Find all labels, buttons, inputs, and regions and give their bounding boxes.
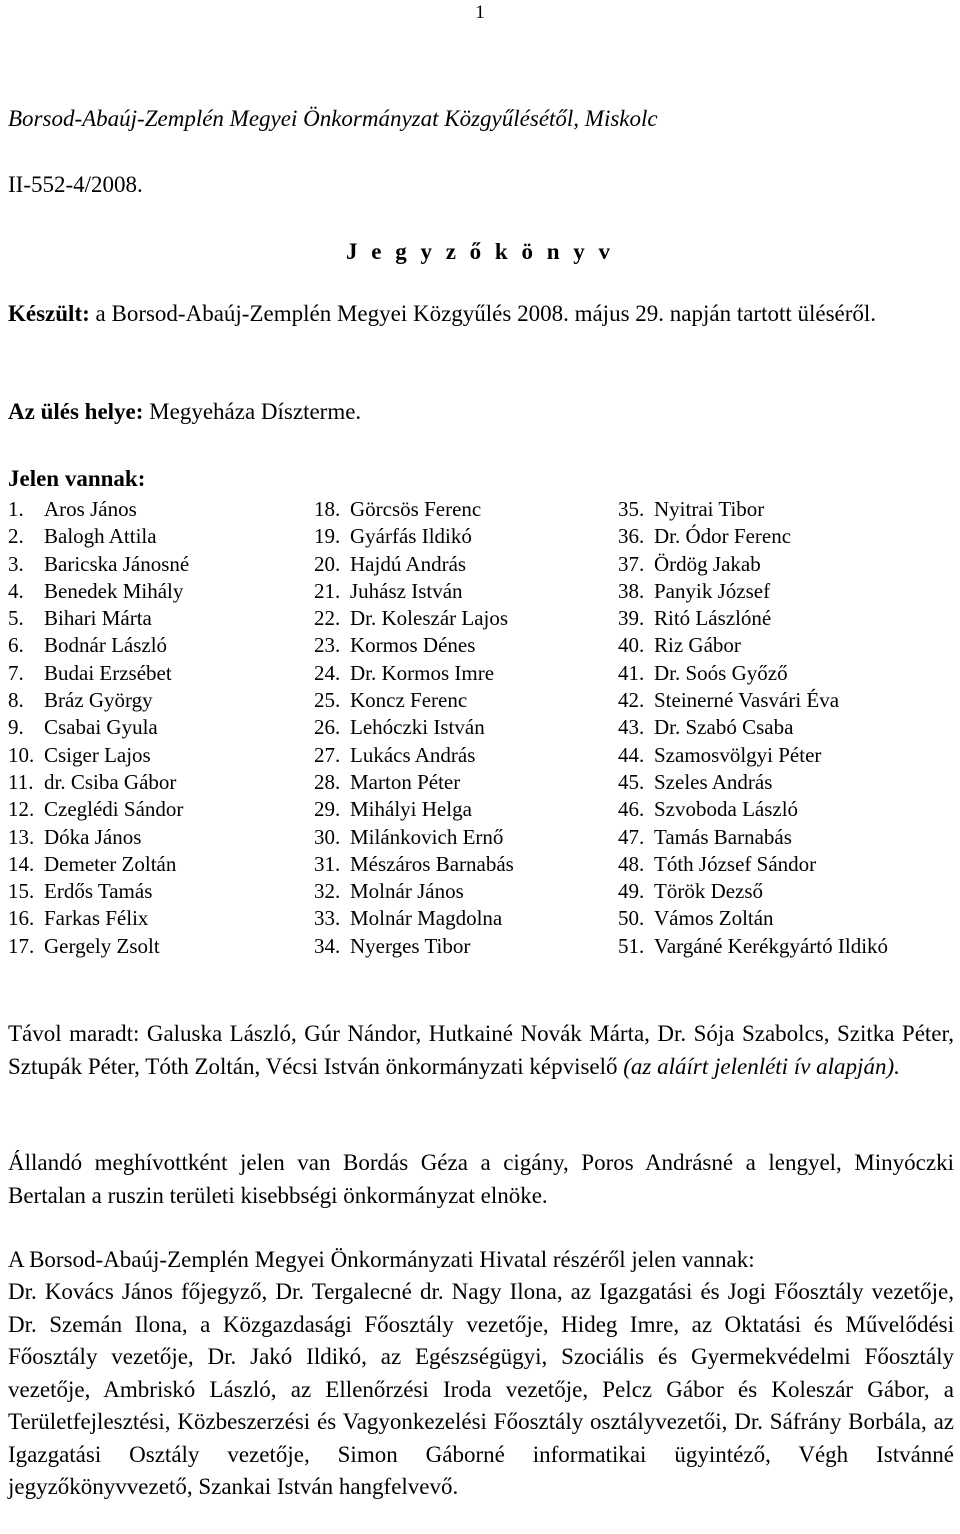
- member-list-item: [618, 632, 954, 659]
- member-list-item: [8, 578, 314, 605]
- member-number: 14.: [8, 851, 35, 876]
- members-column-3: [618, 496, 954, 960]
- member-list-item: [314, 714, 618, 741]
- member-name: Juhász István: [350, 578, 463, 603]
- member-list-item: [618, 851, 954, 878]
- member-name: Marton Péter: [350, 769, 461, 794]
- member-list-item: [314, 905, 618, 932]
- member-number: 3.: [8, 551, 24, 576]
- member-number: 27.: [314, 742, 341, 767]
- member-name: Baricska Jánosné: [44, 551, 190, 576]
- member-name: Balogh Attila: [44, 524, 157, 549]
- member-name: Mihályi Helga: [350, 797, 472, 822]
- member-number: 30.: [314, 824, 341, 849]
- member-list-item: [618, 796, 954, 823]
- member-number: 47.: [618, 824, 645, 849]
- member-name: Szeles András: [654, 769, 773, 794]
- member-number: 48.: [618, 851, 645, 876]
- member-list-item: [618, 714, 954, 741]
- member-list-item: [314, 687, 618, 714]
- member-name: Panyik József: [654, 578, 771, 603]
- member-number: 7.: [8, 660, 24, 685]
- member-number: 22.: [314, 606, 341, 631]
- member-number: 16.: [8, 906, 35, 931]
- member-number: 50.: [618, 906, 645, 931]
- member-number: 34.: [314, 933, 341, 958]
- member-list-item: [314, 769, 618, 796]
- member-list-item: [314, 878, 618, 905]
- member-name: Erdős Tamás: [44, 879, 153, 904]
- venue-line: [8, 398, 361, 426]
- member-number: 43.: [618, 715, 645, 740]
- member-name: Molnár János: [350, 879, 464, 904]
- member-list-item: [8, 687, 314, 714]
- member-name: Gergely Zsolt: [44, 933, 160, 958]
- member-list-item: [8, 851, 314, 878]
- member-number: 40.: [618, 633, 645, 658]
- member-number: 24.: [314, 660, 341, 685]
- member-list-item: [8, 523, 314, 550]
- member-list-item: [314, 660, 618, 687]
- member-list-item: [8, 742, 314, 769]
- member-name: Mészáros Barnabás: [350, 851, 514, 876]
- member-list-item: [618, 605, 954, 632]
- member-list-item: [618, 933, 954, 960]
- member-list-item: [618, 878, 954, 905]
- member-number: 10.: [8, 742, 35, 767]
- member-name: Benedek Mihály: [44, 578, 184, 603]
- member-number: 37.: [618, 551, 645, 576]
- members-column-2: [314, 496, 618, 960]
- member-name: Farkas Félix: [44, 906, 149, 931]
- member-list-item: [314, 523, 618, 550]
- office-paragraph: Dr. Kovács János főjegyző, Dr. Tergalecné dr. Nagy Ilona, az Igazgatási és Jogi Főosztály vezetője, Dr. Szemán Ilona, a Közgazdasági Főosztály vezetője, Hideg Imre, az Oktatási és Művelődési Főosztály vezetője, Dr. Jakó Ildikó, az Egészségügyi, Szociális és Gyermekvédelmi Főosztály vezetője, Ambriskó László, az Ellenőrzési Iroda vezetője, Pelcz Gábor és Koleszár Gábor, a Területfejlesztési, Közbeszerzési és Vagyonkezelési Főosztály osztályvezetői, Dr. Sáfrány Borbála, az Igazgatási Osztály vezetője, Simon Gáborné informatikai ügyintéző, Végh Istvánné jegyzőkönyvvezető, Szankai István hangfelvevő.: [8, 1279, 954, 1499]
- member-name: Dr. Ódor Ferenc: [654, 524, 792, 549]
- member-list-item: [314, 796, 618, 823]
- member-number: 45.: [618, 769, 645, 794]
- member-name: Demeter Zoltán: [44, 851, 177, 876]
- member-name: Vámos Zoltán: [654, 906, 774, 931]
- sender-line: Borsod-Abaúj-Zemplén Megyei Önkormányzat Közgyűlésétől, Miskolc: [8, 106, 658, 131]
- member-name: Tamás Barnabás: [654, 824, 792, 849]
- member-name: Steinerné Vasvári Éva: [654, 688, 840, 713]
- member-list-item: [314, 578, 618, 605]
- member-number: 28.: [314, 769, 341, 794]
- venue-label: Az ülés helye:: [8, 399, 144, 424]
- member-list-item: [618, 769, 954, 796]
- member-number: 13.: [8, 824, 35, 849]
- member-name: Ördög Jakab: [654, 551, 761, 576]
- members-column-1: [8, 496, 314, 960]
- member-name: Hajdú András: [350, 551, 467, 576]
- member-name: Szvoboda László: [654, 797, 799, 822]
- invited-paragraph: Állandó meghívottként jelen van Bordás Géza a cigány, Poros Andrásné a lengyel, Minyóczki Bertalan a ruszin területi kisebbségi önkormányzat elnöke.: [8, 1150, 954, 1208]
- member-number: 17.: [8, 933, 35, 958]
- member-list-item: [8, 551, 314, 578]
- member-number: 49.: [618, 879, 645, 904]
- member-number: 4.: [8, 578, 24, 603]
- member-number: 38.: [618, 578, 645, 603]
- members-list: [8, 496, 954, 960]
- member-name: Görcsös Ferenc: [350, 497, 482, 521]
- member-list-item: [618, 660, 954, 687]
- member-list-item: [8, 769, 314, 796]
- member-list-item: [314, 496, 618, 523]
- member-number: 9.: [8, 715, 24, 740]
- member-name: Török Dezső: [654, 879, 764, 904]
- member-number: 33.: [314, 906, 341, 931]
- member-name: Vargáné Kerékgyártó Ildikó: [654, 933, 889, 958]
- member-name: Lukács András: [350, 742, 476, 767]
- member-name: Dr. Kormos Imre: [350, 660, 495, 685]
- member-number: 11.: [8, 769, 34, 794]
- member-name: Riz Gábor: [654, 633, 741, 658]
- absent-paragraph: [8, 1018, 954, 1083]
- member-name: Ritó Lászlóné: [654, 606, 772, 631]
- prepared-text: a Borsod-Abaúj-Zemplén Megyei Közgyűlés 2008. május 29. napján tartott üléséről.: [89, 301, 877, 326]
- member-list-item: [618, 905, 954, 932]
- member-list-item: [8, 933, 314, 960]
- member-number: 51.: [618, 933, 645, 958]
- member-name: Dóka János: [44, 824, 142, 849]
- member-name: Dr. Szabó Csaba: [654, 715, 794, 740]
- member-number: 2.: [8, 524, 24, 549]
- member-name: Nyitrai Tibor: [654, 497, 765, 521]
- member-number: 1.: [8, 497, 24, 521]
- venue-text: Megyeháza Díszterme.: [143, 399, 362, 424]
- member-list-item: [8, 632, 314, 659]
- absent-note: (az aláírt jelenléti ív alapján).: [623, 1053, 900, 1079]
- member-list-item: [8, 714, 314, 741]
- member-name: Gyárfás Ildikó: [350, 524, 472, 549]
- member-number: 20.: [314, 551, 341, 576]
- prepared-paragraph: [8, 298, 954, 331]
- member-name: Lehóczki István: [350, 715, 485, 740]
- member-name: Budai Erzsébet: [44, 660, 172, 685]
- member-name: Koncz Ferenc: [350, 688, 468, 713]
- member-list-item: [314, 933, 618, 960]
- member-list-item: [314, 742, 618, 769]
- member-name: Csiger Lajos: [44, 742, 151, 767]
- member-list-item: [8, 796, 314, 823]
- member-name: Aros János: [44, 497, 137, 521]
- member-name: Milánkovich Ernő: [350, 824, 504, 849]
- member-number: 5.: [8, 606, 24, 631]
- member-number: 12.: [8, 797, 35, 822]
- member-name: Molnár Magdolna: [350, 906, 503, 931]
- member-list-item: [618, 824, 954, 851]
- member-number: 44.: [618, 742, 645, 767]
- member-list-item: [618, 496, 954, 523]
- member-name: Kormos Dénes: [350, 633, 476, 658]
- member-list-item: [8, 496, 314, 523]
- member-number: 21.: [314, 578, 341, 603]
- member-list-item: [314, 824, 618, 851]
- member-name: Szamosvölgyi Péter: [654, 742, 822, 767]
- member-list-item: [618, 687, 954, 714]
- member-list-item: [8, 605, 314, 632]
- member-number: 41.: [618, 660, 645, 685]
- member-list-item: [618, 551, 954, 578]
- member-name: dr. Csiba Gábor: [44, 769, 177, 794]
- member-number: 35.: [618, 497, 645, 521]
- member-number: 36.: [618, 524, 645, 549]
- member-list-item: [314, 851, 618, 878]
- member-number: 6.: [8, 633, 24, 658]
- member-list-item: [618, 742, 954, 769]
- member-name: Tóth József Sándor: [654, 851, 817, 876]
- member-number: 8.: [8, 688, 24, 713]
- member-name: Bodnár László: [44, 633, 168, 658]
- member-list-item: [8, 824, 314, 851]
- member-number: 31.: [314, 851, 341, 876]
- member-number: 15.: [8, 879, 35, 904]
- document-title: J e g y z ő k ö n y v: [346, 239, 614, 264]
- member-list-item: [314, 605, 618, 632]
- member-name: Czeglédi Sándor: [44, 797, 184, 822]
- member-number: 18.: [314, 497, 341, 521]
- member-name: Csabai Gyula: [44, 715, 158, 740]
- member-list-item: [8, 905, 314, 932]
- member-name: Nyerges Tibor: [350, 933, 471, 958]
- office-heading: A Borsod-Abaúj-Zemplén Megyei Önkormányzati Hivatal részéről jelen vannak:: [8, 1247, 755, 1272]
- member-name: Dr. Soós Győző: [654, 660, 788, 685]
- member-name: Bihari Márta: [44, 606, 152, 631]
- member-list-item: [618, 578, 954, 605]
- reference-number: II-552-4/2008.: [8, 172, 143, 197]
- prepared-label: Készült:: [8, 301, 90, 326]
- member-list-item: [8, 878, 314, 905]
- member-number: 39.: [618, 606, 645, 631]
- member-list-item: [314, 632, 618, 659]
- member-list-item: [314, 551, 618, 578]
- page-number: 1: [475, 2, 485, 23]
- member-number: 46.: [618, 797, 645, 822]
- member-number: 19.: [314, 524, 341, 549]
- member-number: 42.: [618, 688, 645, 713]
- member-number: 29.: [314, 797, 341, 822]
- absent-text: Távol maradt: Galuska László, Gúr Nándor, Hutkainé Novák Márta, Dr. Sója Szabolcs, Szitka Péter, Sztupák Péter, Tóth Zoltán, Vécsi István önkormányzati képviselő: [8, 1021, 954, 1079]
- member-number: 26.: [314, 715, 341, 740]
- member-list-item: [8, 660, 314, 687]
- member-number: 25.: [314, 688, 341, 713]
- member-number: 32.: [314, 879, 341, 904]
- present-heading: Jelen vannak:: [8, 466, 146, 491]
- member-number: 23.: [314, 633, 341, 658]
- member-name: Dr. Koleszár Lajos: [350, 606, 509, 631]
- member-name: Bráz György: [44, 688, 153, 713]
- member-list-item: [618, 523, 954, 550]
